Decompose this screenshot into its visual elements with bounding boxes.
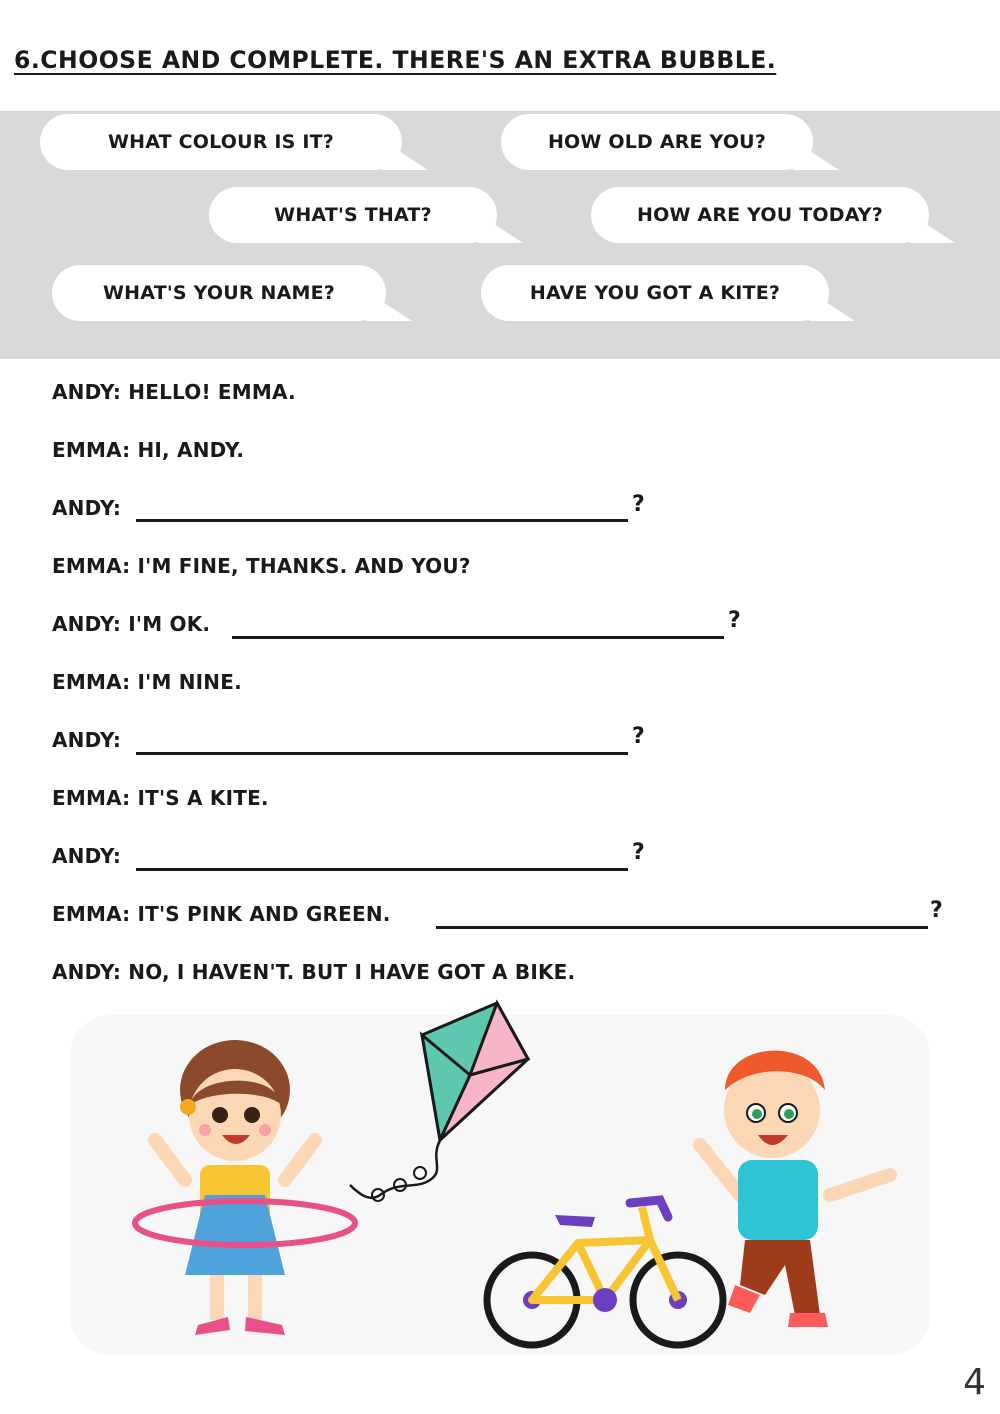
answer-blank[interactable] bbox=[136, 519, 628, 522]
question-mark: ? bbox=[632, 492, 645, 517]
question-mark: ? bbox=[728, 608, 741, 633]
answer-blank[interactable] bbox=[136, 868, 628, 871]
bubble-text: HAVE YOU GOT A KITE? bbox=[529, 282, 781, 304]
speech-bubble[interactable] bbox=[40, 114, 402, 170]
speech-bubble[interactable] bbox=[209, 187, 497, 243]
bubble-text: WHAT'S YOUR NAME? bbox=[103, 282, 335, 304]
dialogue-line: ANDY: I'M OK. bbox=[52, 612, 211, 636]
dialogue-line: EMMA: IT'S A KITE. bbox=[52, 786, 269, 810]
dialogue-line: EMMA: I'M FINE, THANKS. AND YOU? bbox=[52, 554, 471, 578]
dialogue-line: EMMA: IT'S PINK AND GREEN. bbox=[52, 902, 391, 926]
dialogue-line: EMMA: HI, ANDY. bbox=[52, 438, 245, 462]
dialogue-line: ANDY: bbox=[52, 728, 122, 752]
dialogue-line: ANDY: NO, I HAVEN'T. BUT I HAVE GOT A BIKE. bbox=[52, 960, 576, 984]
exercise-title: 6.CHOOSE AND COMPLETE. THERE'S AN EXTRA BUBBLE. bbox=[14, 46, 777, 74]
bubble-text: WHAT'S THAT? bbox=[274, 204, 432, 226]
dialogue-line: EMMA: I'M NINE. bbox=[52, 670, 242, 694]
speech-bubble[interactable] bbox=[481, 265, 829, 321]
dialogue-line: ANDY: bbox=[52, 496, 122, 520]
speech-bubble[interactable] bbox=[52, 265, 386, 321]
bubble-panel bbox=[0, 111, 1000, 359]
bubble-text: WHAT COLOUR IS IT? bbox=[107, 131, 335, 153]
dialogue-line: ANDY: HELLO! EMMA. bbox=[52, 380, 296, 404]
speech-bubble[interactable] bbox=[501, 114, 813, 170]
page-number: 4 bbox=[963, 1362, 986, 1403]
question-mark: ? bbox=[632, 724, 645, 749]
kids-illustration bbox=[60, 995, 940, 1365]
bubble-text: HOW ARE YOU TODAY? bbox=[637, 204, 883, 226]
speech-bubble[interactable] bbox=[591, 187, 929, 243]
answer-blank[interactable] bbox=[436, 926, 928, 929]
answer-blank[interactable] bbox=[136, 752, 628, 755]
question-mark: ? bbox=[930, 898, 943, 923]
answer-blank[interactable] bbox=[232, 636, 724, 639]
dialogue-line: ANDY: bbox=[52, 844, 122, 868]
question-mark: ? bbox=[632, 840, 645, 865]
bubble-text: HOW OLD ARE YOU? bbox=[547, 131, 767, 153]
